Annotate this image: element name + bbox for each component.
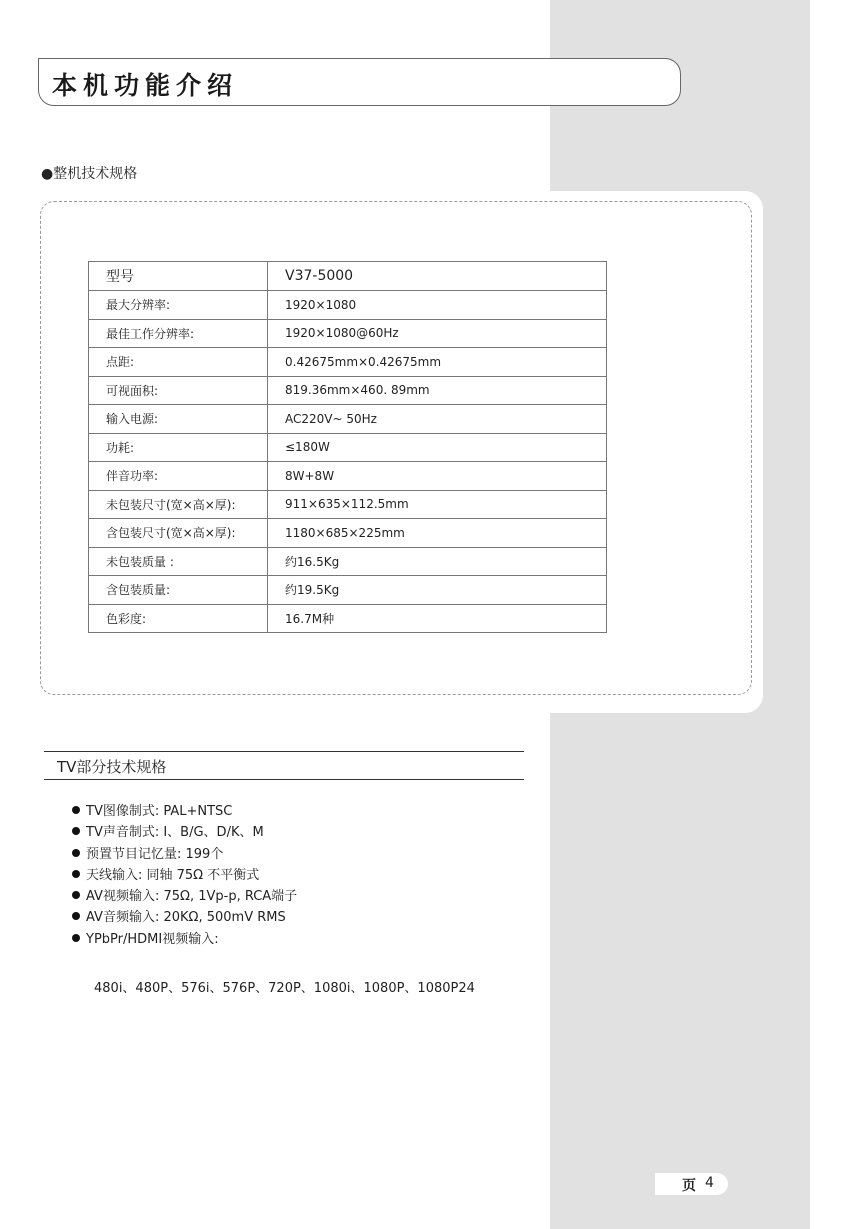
table-row xyxy=(89,291,607,320)
bullet-icon xyxy=(72,827,80,835)
spec-value: 0.42675mm×0.42675mm xyxy=(268,348,607,377)
tv-spec-list xyxy=(72,801,297,950)
list-item xyxy=(72,865,297,886)
spec-value: 约19.5Kg xyxy=(268,576,607,605)
bullet-icon xyxy=(72,806,80,814)
page-number: 4 xyxy=(705,1175,714,1191)
spec-label: 含包装尺寸(宽×高×厚): xyxy=(89,519,268,548)
spec-label: 点距: xyxy=(89,348,268,377)
spec-label: 最大分辨率: xyxy=(89,291,268,320)
spec-value: 16.7M种 xyxy=(268,604,607,633)
spec-value: ≤180W xyxy=(268,433,607,462)
list-item xyxy=(72,907,297,928)
tv-spec-continuation: 480i、480P、576i、576P、720P、1080i、1080P、1080P24 xyxy=(94,981,475,996)
table-row xyxy=(89,547,607,576)
spec-label: 输入电源: xyxy=(89,405,268,434)
table-row xyxy=(89,490,607,519)
list-item xyxy=(72,886,297,907)
table-row xyxy=(89,319,607,348)
bullet: ● xyxy=(41,166,54,182)
spec-value: 1180×685×225mm xyxy=(268,519,607,548)
table-row xyxy=(89,348,607,377)
page-label: 页 xyxy=(682,1178,696,1194)
spec-label: 型号 xyxy=(89,262,268,291)
list-item-text: 预置节目记忆量: 199个 xyxy=(86,846,224,862)
list-item xyxy=(72,844,297,865)
table-row xyxy=(89,576,607,605)
spec-label: 可视面积: xyxy=(89,376,268,405)
list-item xyxy=(72,801,297,822)
page-title: 本机功能介绍 xyxy=(52,71,239,100)
bullet-icon xyxy=(72,912,80,920)
list-item-text: TV图像制式: PAL+NTSC xyxy=(86,804,233,819)
spec-value: 1920×1080 xyxy=(268,291,607,320)
spec-value: 819.36mm×460. 89mm xyxy=(268,376,607,405)
table-row xyxy=(89,405,607,434)
spec-label: 功耗: xyxy=(89,433,268,462)
spec-value: AC220V~ 50Hz xyxy=(268,405,607,434)
section-title: 整机技术规格 xyxy=(53,166,138,182)
list-item-text: AV视频输入: 75Ω, 1Vp-p, RCA端子 xyxy=(86,889,298,905)
spec-value: 1920×1080@60Hz xyxy=(268,319,607,348)
list-item xyxy=(72,822,297,843)
spec-value: 约16.5Kg xyxy=(268,547,607,576)
list-item-text: AV音频输入: 20KΩ, 500mV RMS xyxy=(86,910,286,926)
bullet-icon xyxy=(72,934,80,942)
table-row xyxy=(89,376,607,405)
tv-heading-rule-top xyxy=(44,751,524,752)
spec-label: 伴音功率: xyxy=(89,462,268,491)
table-row xyxy=(89,433,607,462)
table-row xyxy=(89,519,607,548)
section-heading-spec xyxy=(41,163,137,183)
tv-heading-rule-bottom xyxy=(44,779,524,780)
list-item-text: 天线输入: 同轴 75Ω 不平衡式 xyxy=(86,867,260,883)
table-row xyxy=(89,604,607,633)
spec-label: 最佳工作分辨率: xyxy=(89,319,268,348)
spec-value: 8W+8W xyxy=(268,462,607,491)
spec-value: 911×635×112.5mm xyxy=(268,490,607,519)
table-row xyxy=(89,462,607,491)
list-item-text: YPbPr/HDMI视频输入: xyxy=(86,931,219,947)
list-item-text: TV声音制式: I、B/G、D/K、M xyxy=(86,825,264,841)
list-item xyxy=(72,929,297,950)
spec-label: 未包装质量 : xyxy=(89,547,268,576)
spec-value: V37-5000 xyxy=(268,262,607,291)
spec-label: 含包装质量: xyxy=(89,576,268,605)
bullet-icon xyxy=(72,870,80,878)
bullet-icon xyxy=(72,849,80,857)
spec-label: 色彩度: xyxy=(89,604,268,633)
spec-label: 未包装尺寸(宽×高×厚): xyxy=(89,490,268,519)
bullet-icon xyxy=(72,891,80,899)
spec-table xyxy=(88,261,607,633)
tv-section-title: TV部分技术规格 xyxy=(57,758,167,776)
table-row xyxy=(89,262,607,291)
